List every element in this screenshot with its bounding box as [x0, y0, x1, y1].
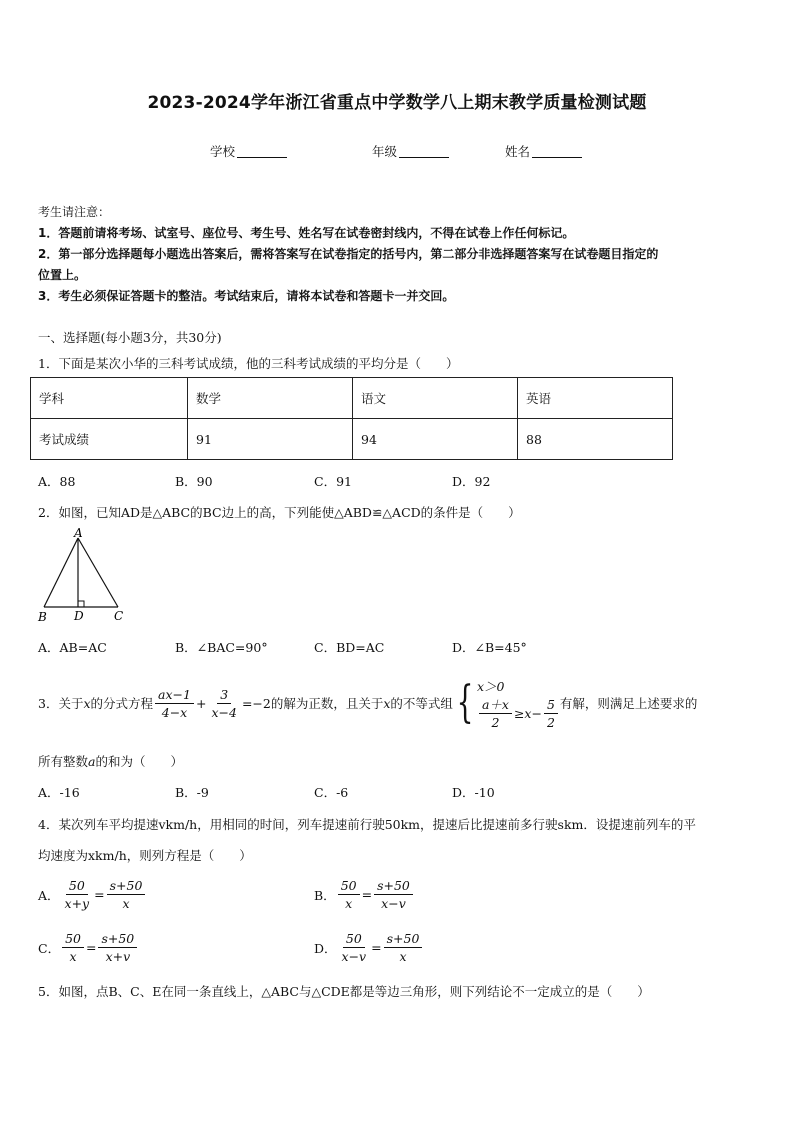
- q3-line2a: 所有整数: [38, 754, 89, 769]
- q3-option-b[interactable]: B．-9: [175, 785, 209, 800]
- q4-d-rd: x: [399, 949, 407, 964]
- table-cell: 94: [353, 419, 518, 460]
- table-cell: 考试成绩: [31, 419, 188, 460]
- q4-d-ld: x−v: [341, 949, 367, 964]
- q4-c-rn: s+50: [98, 931, 137, 948]
- notice-item-2: 2．第一部分选择题每小题选出答案后，需将答案写在试卷指定的括号内，第二部分非选择题答案写在试卷题目指定的: [38, 247, 659, 261]
- name-label: 姓名: [505, 144, 531, 159]
- q3-sys-line2: [477, 697, 560, 730]
- q4-line1: 4．某次列车平均提速vkm/h，用相同的时间，列车提速前行驶50km，提速后比提速前多行驶skm．设提速前列车的平: [38, 817, 696, 832]
- q4-option-d-label: D．: [314, 940, 337, 956]
- label-b: B: [38, 610, 47, 624]
- q4-a-rn: s+50: [107, 878, 146, 895]
- q4-option-b[interactable]: [314, 878, 415, 911]
- q4-option-a[interactable]: [38, 878, 147, 911]
- q4-a-eq: =: [94, 887, 105, 902]
- q3-f1-num: ax−1: [155, 687, 194, 704]
- q4-a-ln: 50: [66, 878, 88, 895]
- q3-var-x-2: x: [383, 695, 391, 711]
- school-field: [210, 142, 287, 160]
- label-a: A: [74, 528, 83, 540]
- right-angle-mark: [78, 601, 84, 607]
- q3-f3-den: 2: [491, 714, 500, 730]
- q3-f2-den: x−4: [211, 704, 237, 720]
- q4-b-rd: x−v: [381, 896, 406, 911]
- q3-f2-num: 3: [217, 687, 231, 704]
- table-cell: 英语: [518, 378, 673, 419]
- page-title: 2023-2024学年浙江省重点中学数学八上期末教学质量检测试题: [147, 93, 647, 113]
- q3-f4-den: 2: [546, 714, 555, 730]
- q4-b-ln: 50: [338, 878, 360, 895]
- table-row: [31, 419, 673, 460]
- q3-mid1: 的分式方程: [90, 696, 154, 711]
- grade-label: 年级: [372, 144, 398, 159]
- q1-option-d[interactable]: D．92: [452, 474, 491, 489]
- q3-line2b: 的和为（ ）: [95, 754, 183, 769]
- notice-heading: 考生请注意：: [38, 205, 111, 219]
- q4-b-ld: x: [345, 896, 353, 911]
- q3-fraction-3: [479, 697, 512, 730]
- side-ac: [78, 538, 118, 607]
- q3-ge: ≥x−: [513, 705, 542, 721]
- q3-mid2: 的解为正数，且关于: [270, 696, 384, 711]
- q3-line2: [38, 752, 183, 770]
- q3-prefix: 3．关于: [38, 696, 84, 711]
- notice-item-2-cont: 位置上。: [38, 268, 87, 282]
- q4-a-right: [107, 878, 146, 911]
- label-d: D: [74, 609, 84, 623]
- q3-option-c[interactable]: C．-6: [314, 785, 349, 800]
- q4-c-rd: x+v: [105, 949, 131, 964]
- grade-field: [372, 142, 449, 160]
- q5-stem: 5．如图，点B、C、E在同一条直线上，△ABC与△CDE都是等边三角形，则下列结论不一定成立的是（ ）: [38, 984, 650, 999]
- q4-line2: 均速度为xkm/h，则列方程是（ ）: [38, 848, 252, 863]
- q1-stem: 1．下面是某次小华的三科考试成绩，他的三科考试成绩的平均分是（ ）: [38, 356, 459, 371]
- q3-f1-den: 4−x: [161, 704, 188, 720]
- q1-option-b[interactable]: B．90: [175, 474, 213, 489]
- q4-b-right: [374, 878, 413, 911]
- notice-item-1: 1．答题前请将考场、试室号、座位号、考生号、姓名写在试卷密封线内，不得在试卷上作任何标记。: [38, 226, 575, 240]
- q4-d-rn: s+50: [384, 931, 423, 948]
- q4-option-a-label: A．: [38, 887, 60, 903]
- q4-option-d[interactable]: [314, 931, 424, 964]
- q3-var-a: a: [88, 754, 96, 769]
- q4-c-right: [98, 931, 137, 964]
- grade-blank[interactable]: [399, 145, 449, 158]
- q4-d-right: [384, 931, 423, 964]
- q4-c-ln: 50: [62, 931, 84, 948]
- table-cell: 数学: [188, 378, 353, 419]
- q4-b-left: [338, 878, 360, 911]
- q3-inequality-system: [477, 677, 560, 730]
- q2-option-c[interactable]: C．BD=AC: [314, 640, 385, 655]
- school-blank[interactable]: [237, 145, 287, 158]
- q4-d-left: [339, 931, 370, 964]
- label-c: C: [114, 609, 124, 623]
- q4-d-eq: =: [371, 940, 382, 955]
- q1-option-c[interactable]: C．91: [314, 474, 352, 489]
- q4-a-rd: x: [122, 896, 130, 911]
- q3-sys-line1: x＞0: [476, 678, 505, 694]
- score-table: [30, 377, 673, 460]
- q3-f4-num: 5: [544, 697, 558, 714]
- q2-option-a[interactable]: A．AB=AC: [38, 640, 107, 655]
- name-blank[interactable]: [532, 145, 582, 158]
- table-cell: 语文: [353, 378, 518, 419]
- q4-a-left: [62, 878, 93, 911]
- table-cell: 91: [188, 419, 353, 460]
- q3-fraction-1: [155, 687, 194, 720]
- school-label: 学校: [210, 144, 236, 159]
- q3-var-x: x: [83, 695, 91, 711]
- q2-option-b[interactable]: B．∠BAC=90°: [175, 640, 268, 655]
- notice-item-3: 3．考生必须保证答题卡的整洁。考试结束后，请将本试卷和答题卡一并交回。: [38, 289, 455, 303]
- triangle-figure: [34, 528, 134, 628]
- q3-eq: =−2: [241, 695, 271, 711]
- q3-mid3: 的不等式组: [390, 696, 453, 711]
- q3-fraction-2: [208, 687, 239, 720]
- q3-stem: [38, 670, 697, 736]
- section-heading: 一、选择题(每小题3分，共30分): [38, 330, 222, 345]
- q2-option-d[interactable]: D．∠B=45°: [452, 640, 527, 655]
- q3-f3-num: a＋x: [479, 697, 512, 714]
- side-ab: [44, 538, 78, 607]
- table-cell: 88: [518, 419, 673, 460]
- q3-fraction-4: [544, 697, 558, 730]
- q4-c-left: [62, 931, 84, 964]
- q4-option-b-label: B．: [314, 887, 336, 903]
- q4-b-eq: =: [361, 887, 373, 902]
- q3-option-a[interactable]: A．-16: [38, 785, 80, 800]
- table-row: [31, 378, 673, 419]
- q4-option-c[interactable]: [38, 931, 139, 964]
- q3-plus: +: [195, 695, 207, 711]
- table-cell: 学科: [31, 378, 188, 419]
- brace-icon: {: [456, 677, 474, 728]
- q3-suffix: 有解，则满足上述要求的: [559, 696, 698, 711]
- q2-stem: 2．如图，已知AD是△ABC的BC边上的高，下列能使△ABD≌△ACD的条件是（ ）: [38, 505, 521, 520]
- q1-option-a[interactable]: A．88: [38, 474, 76, 489]
- name-field: [505, 142, 582, 160]
- q4-c-ld: x: [69, 949, 77, 964]
- q4-a-ld: x+y: [64, 896, 90, 911]
- q4-c-eq: =: [85, 940, 97, 955]
- q4-b-rn: s+50: [374, 878, 413, 895]
- q4-option-c-label: C．: [38, 940, 61, 956]
- q3-option-d[interactable]: D．-10: [452, 785, 495, 800]
- q4-d-ln: 50: [343, 931, 365, 948]
